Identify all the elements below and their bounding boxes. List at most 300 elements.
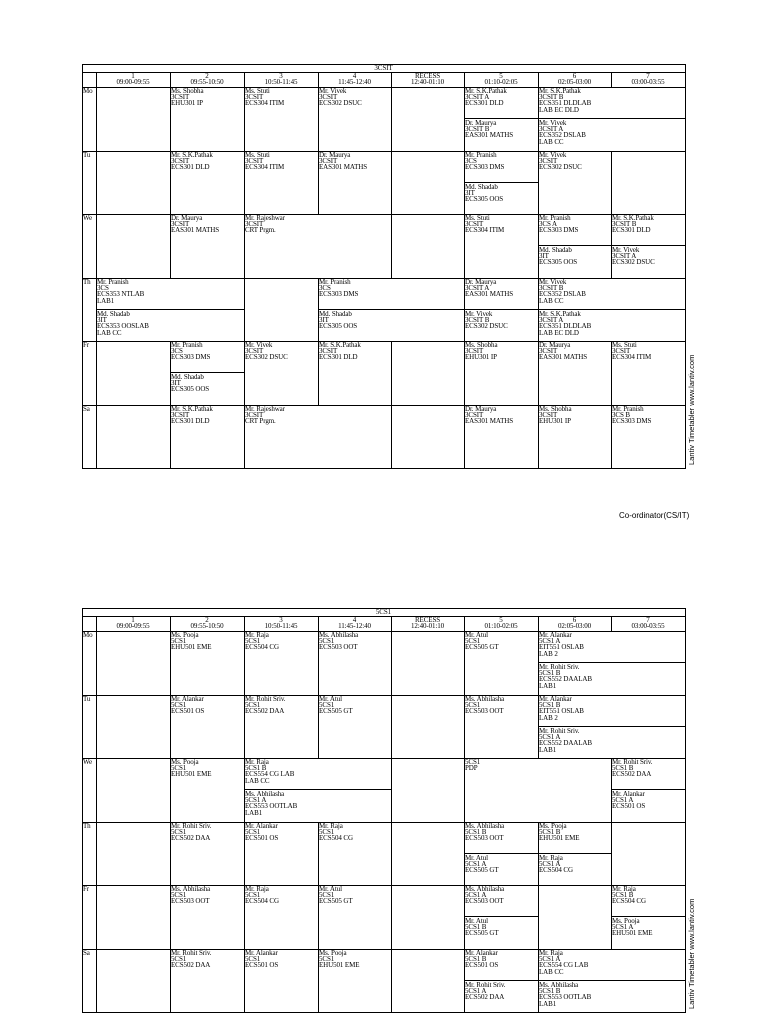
lecture-entry-line: Mr. Raja	[245, 885, 269, 893]
lecture-entry-line: 3CSIT B	[465, 125, 490, 134]
lecture-entry-line: Mr. Raja	[245, 631, 269, 639]
lecture-entry-line: Mr. Alankar	[245, 949, 278, 957]
slot-col-divider	[244, 278, 245, 341]
lecture-entry-line: Md. Shadab	[97, 310, 130, 318]
lecture-entry-line: Mr. S.K.Pathak	[465, 87, 507, 95]
lecture-entry-line: 3CSIT A	[465, 93, 490, 102]
lecture-entry-line: 5CS1	[245, 701, 261, 710]
lecture-entry-line: LAB 2	[539, 713, 558, 722]
lecture-entry-line: 3CSIT	[171, 411, 190, 420]
period-number: 3	[279, 616, 283, 624]
day-label: Fr	[83, 341, 90, 349]
lecture-entry-line: ECS303 DMS	[319, 290, 359, 299]
lecture-entry-line: Mr. Vivek	[539, 151, 567, 159]
lecture-entry-line: LAB CC	[539, 296, 564, 305]
lecture-entry-line: Md. Shadab	[465, 183, 498, 191]
lecture-entry-line: Ms. Abhilasha	[465, 695, 505, 703]
period-number: 7	[646, 616, 650, 624]
lecture-entry-line: 5CS1 B	[612, 764, 634, 773]
day-label: Th	[83, 278, 91, 286]
lecture-entry-line: Dr. Maurya	[465, 278, 497, 286]
lecture-entry-line: 5CS1 A	[539, 733, 561, 742]
lecture-entry-line: ECS503 OOT	[171, 897, 210, 906]
lecture-entry-line: ECS504 CG	[245, 897, 279, 906]
lecture-entry-line: Md. Shadab	[171, 373, 204, 381]
lecture-entry-line: 5CS1 B	[465, 923, 487, 932]
lecture-entry-line: 5CS1 B	[539, 701, 561, 710]
lecture-entry-line: Ms. Pooja	[171, 631, 199, 639]
lecture-entry-line: 3IT	[465, 189, 475, 198]
lecture-entry-line: Mr. Rohit Sriv.	[171, 949, 212, 957]
lecture-entry-line: EAS301 MATHS	[465, 417, 514, 426]
lecture-entry-line: Dr. Maurya	[465, 405, 497, 413]
lecture-entry-line: ECS501 OS	[171, 707, 205, 716]
lecture-entry-line: Mr. Rohit Sriv.	[465, 981, 506, 989]
lecture-entry-line: Md. Shadab	[539, 246, 572, 254]
lecture-entry-line: LAB CC	[97, 328, 122, 337]
lecture-entry-line: Mr. Pranish	[319, 278, 351, 286]
lecture-entry-line: ECS503 OOT	[465, 897, 504, 906]
lecture-entry-line: Mr. Alankar	[171, 695, 204, 703]
lecture-entry-line: ECS503 OOT	[465, 834, 504, 843]
lecture-entry-line: Md. Shadab	[319, 310, 352, 318]
lecture-entry-line: Ms. Abhilasha	[245, 790, 285, 798]
lecture-entry-line: ECS502 DAA	[465, 993, 505, 1002]
timetable-title: 5CS1	[375, 608, 392, 616]
lecture-entry-line: 3CSIT	[171, 157, 190, 166]
recess-header: RECESS	[414, 616, 441, 624]
recess-header: RECESS	[414, 72, 441, 80]
lecture-entry-line: 5CS1	[465, 701, 481, 710]
lecture-entry-line: EAS301 MATHS	[319, 163, 368, 172]
lecture-entry-line: LAB1	[539, 745, 557, 754]
lecture-entry-line: ECS305 OOS	[539, 258, 578, 267]
day-col-divider	[96, 214, 97, 278]
lecture-entry-line: LAB1	[97, 296, 115, 305]
lecture-entry-line: EHU301 IP	[465, 353, 497, 362]
lecture-entry-line: 5CS1 B	[245, 764, 267, 773]
lecture-entry-line: ECS503 OOT	[319, 643, 358, 652]
lecture-entry-line: 3CSIT	[539, 411, 558, 420]
lecture-entry-line: Ms. Pooja	[539, 822, 567, 830]
lecture-entry-line: 5CS1 A	[539, 955, 561, 964]
period-time: 09:55-10:50	[190, 622, 224, 630]
lecture-entry-line: Mr. Vivek	[245, 341, 273, 349]
lecture-entry-line: Mr. Pranish	[465, 151, 497, 159]
period-number: 1	[131, 72, 135, 80]
lecture-entry-line: 3CSIT	[245, 157, 264, 166]
day-col-divider	[96, 405, 97, 468]
lecture-entry-line: LAB EC DLD	[539, 328, 579, 337]
lecture-entry-line: ECS554 CG LAB	[539, 961, 589, 970]
lecture-entry-line: ECS553 OOTLAB	[539, 993, 592, 1002]
lecture-entry-line: ECS502 DAA	[171, 834, 211, 843]
period-time: 09:00-09:55	[116, 622, 150, 630]
lecture-entry-line: ECS304 ITIM	[245, 99, 285, 108]
lecture-entry-line: Mr. Alankar	[465, 949, 498, 957]
lecture-entry-line: ECS504 CG	[539, 866, 573, 875]
lecture-entry-line: EAS301 MATHS	[465, 131, 514, 140]
lecture-entry-line: EHU501 EME	[539, 834, 580, 843]
lecture-entry-line: 5CS1	[245, 637, 261, 646]
lecture-entry-line: Mr. Atul	[319, 695, 342, 703]
lecture-entry-line: CRT Prgm.	[245, 226, 276, 235]
lecture-entry-line: ECS301 DLD	[319, 353, 358, 362]
lecture-entry-line: ECS502 DAA	[171, 961, 211, 970]
period-number: 5	[499, 72, 503, 80]
recess-time: 12:40-01:10	[410, 622, 445, 630]
lecture-entry-line: Ms. Stuti	[245, 151, 270, 159]
lecture-entry-line: Mr. Rohit Sriv.	[245, 695, 286, 703]
lecture-entry-line: Ms. Pooja	[171, 758, 199, 766]
credit-text: Lantiv Timetabler www.lantiv.com	[687, 898, 696, 1009]
lecture-entry-line: 3IT	[171, 379, 181, 388]
lecture-entry-line: ECS505 GT	[465, 929, 499, 938]
lecture-entry-line: ECS552 DAALAB	[539, 739, 592, 748]
lecture-entry-line: Mr. Raja	[539, 949, 563, 957]
lecture-entry-line: Mr. Rajeshwar	[245, 405, 285, 413]
day-label: Mo	[83, 87, 93, 95]
lecture-entry-line: ECS554 CG LAB	[245, 770, 295, 779]
day-label: We	[83, 214, 92, 222]
lecture-entry-line: Ms. Stuti	[612, 341, 637, 349]
recess-time: 12:40-01:10	[410, 78, 445, 86]
lecture-entry-line: ECS302 DSUC	[465, 322, 508, 331]
lecture-entry-line: Mr. S.K.Pathak	[612, 214, 654, 222]
lecture-entry-line: 3IT	[97, 316, 107, 325]
lecture-entry-line: 3CSIT	[539, 157, 558, 166]
lecture-entry-line: 3CSIT	[319, 347, 338, 356]
period-time: 11:45-12:40	[338, 78, 371, 86]
lecture-entry-line: EAS301 MATHS	[465, 290, 514, 299]
lecture-entry-line: Mr. Raja	[319, 822, 343, 830]
lecture-entry-line: 3CSIT B	[465, 316, 490, 325]
slot-col-divider	[391, 151, 392, 214]
lecture-entry-line: ECS302 DSUC	[319, 99, 362, 108]
lecture-entry-line: 3CSIT	[319, 157, 338, 166]
lecture-entry-line: EAS301 MATHS	[171, 226, 220, 235]
period-time: 01:10-02:05	[484, 78, 518, 86]
lecture-entry-line: Mr. Pranish	[97, 278, 129, 286]
lecture-entry-line: ECS305 OOS	[171, 385, 210, 394]
lecture-entry-line: Ms. Pooja	[612, 917, 640, 925]
lecture-entry-line: 5CS1	[319, 701, 335, 710]
slot-col-divider	[611, 822, 612, 885]
lecture-entry-line: ECS502 DAA	[245, 707, 285, 716]
lecture-entry-line: ECS305 OOS	[319, 322, 358, 331]
day-label: Th	[83, 822, 91, 830]
lecture-entry-line: Mr. S.K.Pathak	[171, 151, 213, 159]
period-number: 2	[205, 72, 209, 80]
lecture-entry-line: Mr. Atul	[319, 885, 342, 893]
period-time: 11:45-12:40	[338, 622, 371, 630]
lecture-entry-line: 3CSIT A	[612, 252, 637, 261]
day-col-divider	[96, 631, 97, 695]
lecture-entry-line: 3CS	[171, 347, 183, 356]
lecture-entry-line: ECS304 ITIM	[465, 226, 505, 235]
lecture-entry-line: EHU301 IP	[171, 99, 203, 108]
lecture-entry-line: ECS503 OOT	[465, 707, 504, 716]
lecture-entry-line: Mr. Atul	[465, 854, 488, 862]
lecture-entry-line: 3CSIT B	[539, 93, 564, 102]
lecture-entry-line: ECS501 OS	[465, 961, 499, 970]
lecture-entry-line: ECS303 DMS	[465, 163, 505, 172]
lecture-entry-line: 3CS A	[539, 220, 557, 229]
day-label: Fr	[83, 885, 90, 893]
lecture-entry-line: 3CSIT	[465, 220, 484, 229]
lecture-entry-line: 5CS1 B	[465, 955, 487, 964]
lecture-entry-line: 3CSIT A	[465, 284, 490, 293]
lecture-entry-line: ECS505 GT	[319, 897, 353, 906]
lecture-entry-line: Mr. Alankar	[539, 695, 572, 703]
lecture-entry-line: ECS301 DLD	[171, 417, 210, 426]
lecture-entry-line: 3CSIT	[171, 220, 190, 229]
lecture-entry-line: 5CS1 A	[245, 796, 267, 805]
lecture-entry-line: Mr. Vivek	[539, 119, 567, 127]
lecture-entry-line: 3CSIT	[245, 411, 264, 420]
lecture-entry-line: Dr. Maurya	[465, 119, 497, 127]
lecture-entry-line: 3CSIT A	[539, 125, 564, 134]
lecture-entry-line: Ms. Stuti	[465, 214, 490, 222]
lecture-entry-line: 3CSIT	[612, 347, 631, 356]
day-col-divider	[96, 949, 97, 1012]
day-col-divider	[96, 341, 97, 405]
lecture-entry-line: 5CS1	[245, 955, 261, 964]
lecture-entry-line: ECS305 OOS	[465, 195, 504, 204]
table-border-right	[685, 608, 686, 1013]
slot-col-divider	[391, 695, 392, 758]
lecture-entry-line: LAB1	[245, 808, 263, 817]
lecture-entry-line: 3CS	[97, 284, 109, 293]
lecture-entry-line: Mr. Rajeshwar	[245, 214, 285, 222]
slot-col-divider	[391, 822, 392, 885]
lecture-entry-line: ECS504 CG	[245, 643, 279, 652]
lecture-entry-line: Mr. Atul	[465, 631, 488, 639]
lecture-entry-line: 3IT	[319, 316, 329, 325]
lecture-entry-line: 5CS1 A	[539, 637, 561, 646]
lecture-entry-line: 3CSIT	[539, 347, 558, 356]
period-number: 7	[646, 72, 650, 80]
day-col-divider	[96, 695, 97, 758]
lecture-entry-line: Mr. Vivek	[539, 278, 567, 286]
lecture-entry-line: 3CSIT	[319, 93, 338, 102]
lecture-entry-line: ECS501 OS	[245, 961, 279, 970]
lecture-entry-line: ECS302 DSUC	[539, 163, 582, 172]
lecture-entry-line: Ms. Abhilasha	[539, 981, 579, 989]
lecture-entry-line: 5CS1	[245, 891, 261, 900]
lecture-entry-line: 5CS1	[171, 637, 187, 646]
lecture-entry-line: 5CS1 B	[539, 669, 561, 678]
day-col-divider	[96, 758, 97, 822]
lecture-entry-line: ECS353 OOSLAB	[97, 322, 149, 331]
slot-col-divider	[391, 214, 392, 278]
lecture-entry-line: Ms. Stuti	[245, 87, 270, 95]
lecture-entry-line: 5CS1 A	[465, 860, 487, 869]
lecture-entry-line: LAB CC	[245, 776, 270, 785]
lecture-entry-line: ECS303 DMS	[539, 226, 579, 235]
lecture-entry-line: 5CS1	[171, 764, 187, 773]
day-col-divider	[96, 885, 97, 949]
lecture-entry-line: ECS505 GT	[465, 866, 499, 875]
period-number: 4	[352, 72, 357, 80]
table-border-bottom	[82, 1012, 686, 1013]
lecture-entry-line: 5CS1 A	[539, 860, 561, 869]
lecture-entry-line: ECS553 OOTLAB	[245, 802, 298, 811]
lecture-entry-line: Mr. S.K.Pathak	[319, 341, 361, 349]
row-divider	[82, 278, 686, 279]
period-time: 03:00-03:55	[631, 622, 665, 630]
lecture-entry-line: 5CS1 A	[612, 923, 634, 932]
day-col-divider	[96, 822, 97, 885]
lecture-entry-line: LAB1	[539, 999, 557, 1008]
lecture-entry-line: Mr. Rohit Sriv.	[612, 758, 653, 766]
period-time: 02:05-03:00	[557, 622, 592, 630]
period-time: 09:00-09:55	[116, 78, 150, 86]
lecture-entry-line: 3CS	[465, 157, 477, 166]
period-time: 09:55-10:50	[190, 78, 224, 86]
period-time: 10:50-11:45	[264, 622, 298, 630]
lecture-entry-line: 3CSIT	[465, 347, 484, 356]
lecture-entry-line: 3CSIT B	[539, 284, 564, 293]
lecture-entry-line: 5CS1	[171, 828, 187, 837]
lecture-entry-line: Mr. S.K.Pathak	[539, 87, 581, 95]
period-number: 1	[131, 616, 135, 624]
period-number: 5	[499, 616, 503, 624]
slot-col-divider	[391, 949, 392, 1012]
slot-col-divider	[391, 885, 392, 949]
lecture-entry-line: Mr. Raja	[245, 758, 269, 766]
lecture-entry-line: 3CSIT	[245, 93, 264, 102]
lecture-entry-line: EHU501 EME	[319, 961, 360, 970]
lecture-entry-line: 5CS1	[171, 701, 187, 710]
lecture-entry-line: 5CS1	[465, 637, 481, 646]
lecture-entry-line: 5CS1	[171, 955, 187, 964]
lecture-entry-line: Ms. Shobha	[465, 341, 498, 349]
lecture-entry-line: ECS352 DSLAB	[539, 131, 586, 140]
lecture-entry-line: 3CSIT B	[612, 220, 637, 229]
lecture-entry-line: EHU501 EME	[171, 643, 212, 652]
lecture-entry-line: 5CS1	[319, 637, 335, 646]
slot-col-divider	[391, 341, 392, 405]
lecture-entry-line: 3CSIT A	[539, 316, 564, 325]
lecture-entry-line: Dr. Maurya	[539, 341, 571, 349]
lecture-entry-line: Ms. Shobha	[171, 87, 204, 95]
lecture-entry-line: Mr. Vivek	[465, 310, 493, 318]
lecture-entry-line: Mr. Atul	[465, 917, 488, 925]
period-time: 02:05-03:00	[557, 78, 592, 86]
lecture-entry-line: EHU301 IP	[539, 417, 571, 426]
lecture-entry-line: Mr. Pranish	[539, 214, 571, 222]
period-number: 4	[352, 616, 357, 624]
lecture-entry-line: 5CS1	[319, 891, 335, 900]
lecture-entry-line: ECS552 DAALAB	[539, 675, 592, 684]
period-number: 3	[279, 72, 283, 80]
lecture-entry-line: Mr. Raja	[612, 885, 636, 893]
lecture-entry-line: ECS351 DLDLAB	[539, 322, 592, 331]
day-label: Sa	[83, 949, 90, 957]
lecture-entry-line: ECS504 CG	[319, 834, 353, 843]
period-number: 6	[572, 616, 577, 624]
lecture-entry-line: EHU501 EME	[171, 770, 212, 779]
lecture-entry-line: 5CS1	[319, 955, 335, 964]
lecture-entry-line: 5CS1 B	[539, 828, 561, 837]
lecture-entry-line: ECS301 DLD	[171, 163, 210, 172]
lecture-entry-line: ECS303 DMS	[612, 417, 652, 426]
period-number: 2	[205, 616, 209, 624]
lecture-entry-line: 3CS B	[612, 411, 630, 420]
lecture-entry-line: ECS501 OS	[245, 834, 279, 843]
day-label: We	[83, 758, 92, 766]
lecture-entry-line: LAB EC DLD	[539, 105, 579, 114]
slot-col-divider	[391, 87, 392, 151]
lecture-entry-line: Ms. Abhilasha	[465, 822, 505, 830]
slot-col-divider	[391, 405, 392, 468]
lecture-entry-line: EHU501 EME	[612, 929, 653, 938]
lecture-entry-line: Mr. Raja	[539, 854, 563, 862]
lecture-entry-line: ECS302 DSUC	[245, 353, 288, 362]
lecture-entry-line: ECS301 DLD	[612, 226, 651, 235]
day-label: Tu	[83, 151, 91, 159]
timetable-title: 3CSIT	[374, 64, 393, 72]
lecture-entry-line: Mr. Rohit Sriv.	[539, 727, 580, 735]
lecture-entry-line: 5CS1 B	[465, 828, 487, 837]
lecture-entry-line: 5CS1	[171, 891, 187, 900]
slot-col-divider	[391, 631, 392, 695]
lecture-entry-line: Dr. Maurya	[171, 214, 203, 222]
lecture-entry-line: ECS351 DLDLAB	[539, 99, 592, 108]
credit-text: Lantiv Timetabler www.lantiv.com	[687, 354, 696, 465]
lecture-entry-line: ECS301 DLD	[465, 99, 504, 108]
lecture-entry-line: 5CS1 B	[539, 987, 561, 996]
lecture-entry-line: ECS505 GT	[319, 707, 353, 716]
lecture-entry-line: Mr. Alankar	[539, 631, 572, 639]
coordinator-label: Co-ordinator(CS/IT)	[619, 511, 690, 520]
lecture-entry-line: EIT551 OSLAB	[539, 643, 584, 652]
lecture-entry-line: Mr. Pranish	[171, 341, 203, 349]
day-col-divider	[96, 151, 97, 214]
table-border-bottom	[82, 468, 686, 469]
lecture-entry-line: 5CS1	[245, 828, 261, 837]
lecture-entry-line: EAS301 MATHS	[539, 353, 588, 362]
lecture-entry-line: 5CS1 A	[465, 891, 487, 900]
lecture-entry-line: 5CS1 A	[612, 796, 634, 805]
lecture-entry-line: 5CS1	[465, 758, 481, 766]
lecture-entry-line: ECS304 ITIM	[612, 353, 652, 362]
lecture-entry-line: Ms. Abhilasha	[465, 885, 505, 893]
period-number: 6	[572, 72, 577, 80]
lecture-entry-line: ECS504 CG	[612, 897, 646, 906]
lecture-entry-line: Ms. Abhilasha	[171, 885, 211, 893]
lecture-entry-line: LAB CC	[539, 967, 564, 976]
lecture-entry-line: LAB 2	[539, 649, 558, 658]
lecture-entry-line: Ms. Pooja	[319, 949, 347, 957]
lecture-entry-line: ECS505 GT	[465, 643, 499, 652]
lecture-entry-line: CRT Prgm.	[245, 417, 276, 426]
lecture-entry-line: 3CSIT	[245, 347, 264, 356]
slot-col-divider	[391, 758, 392, 822]
lecture-entry-line: EIT551 OSLAB	[539, 707, 584, 716]
lecture-entry-line: Mr. S.K.Pathak	[171, 405, 213, 413]
slot-col-divider	[538, 885, 539, 949]
lecture-entry-line: ECS302 DSUC	[612, 258, 655, 267]
lecture-entry-line: PDP	[465, 764, 478, 773]
lecture-entry-line: Mr. Alankar	[612, 790, 645, 798]
period-time: 03:00-03:55	[631, 78, 665, 86]
lecture-entry-line: ECS501 OS	[612, 802, 646, 811]
lecture-entry-line: Mr. Pranish	[612, 405, 644, 413]
day-label: Tu	[83, 695, 91, 703]
lecture-entry-line: 3CSIT	[245, 220, 264, 229]
